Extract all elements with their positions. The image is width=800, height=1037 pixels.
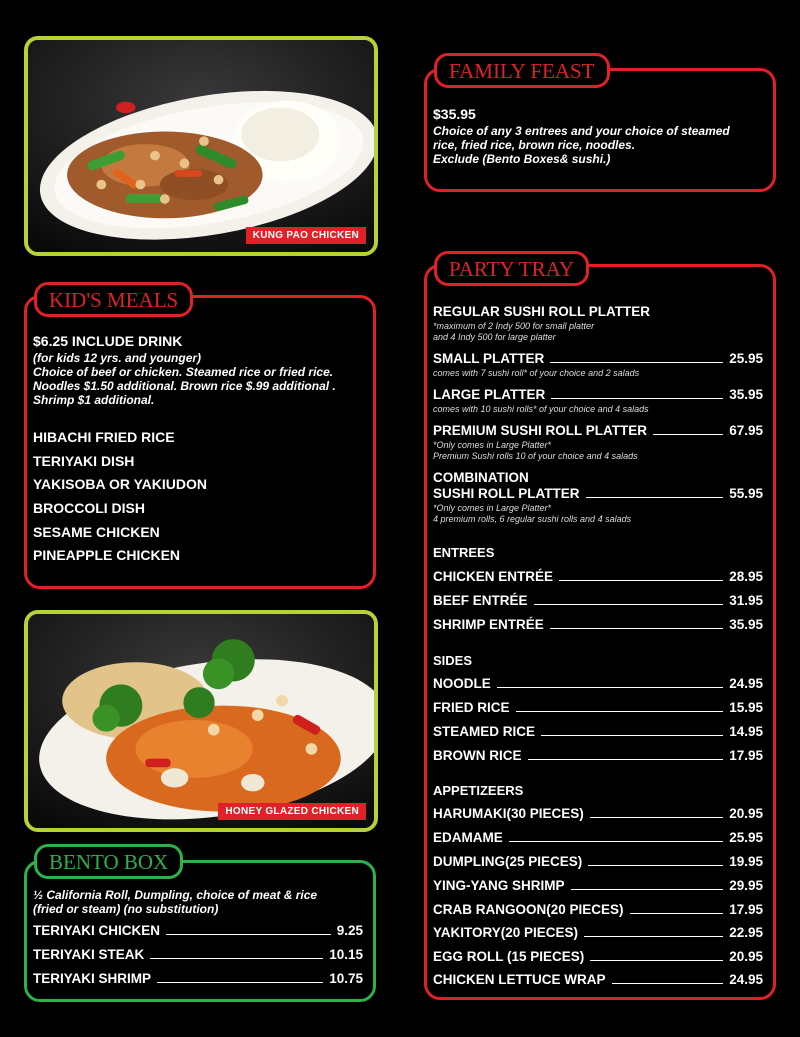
appetizer-price: 25.95 <box>729 830 763 845</box>
entree-price: 35.95 <box>729 617 763 632</box>
platter-note: Premium Sushi rolls 10 of your choice and 4 salads <box>433 451 638 461</box>
appetizers-heading: APPETIZEERS <box>433 783 524 798</box>
bento-item-row <box>33 923 363 938</box>
entree-row <box>433 617 763 632</box>
leader-line <box>551 398 723 399</box>
side-price: 15.95 <box>729 700 763 715</box>
entree-price: 28.95 <box>729 569 763 584</box>
leader-line <box>584 936 723 937</box>
kids-meal-item: HIBACHI FRIED RICE <box>33 429 175 445</box>
bento-item-price: 9.25 <box>336 923 363 938</box>
honey-glazed-photo <box>24 610 378 832</box>
bento-item-name: TERIYAKI STEAK <box>33 947 145 962</box>
appetizer-name: DUMPLING(25 PIECES) <box>433 854 583 869</box>
appetizer-price: 22.95 <box>729 925 763 940</box>
kids-meals-desc-4: Shrimp $1 additional. <box>33 393 155 407</box>
leader-line <box>150 958 323 959</box>
appetizer-price: 29.95 <box>729 878 763 893</box>
side-row <box>433 676 763 691</box>
side-name: BROWN RICE <box>433 748 522 763</box>
appetizer-name: YING-YANG SHRIMP <box>433 878 565 893</box>
leader-line <box>516 711 724 712</box>
leader-line <box>630 913 724 914</box>
side-row <box>433 724 763 739</box>
platter-price: 67.95 <box>729 423 763 438</box>
honey-glazed-caption: HONEY GLAZED CHICKEN <box>218 803 366 820</box>
entrees-heading: ENTREES <box>433 545 495 560</box>
leader-line <box>612 983 724 984</box>
leader-line <box>528 759 724 760</box>
kung-pao-chicken-image <box>28 40 374 252</box>
appetizer-row <box>433 878 763 893</box>
platter-name: PREMIUM SUSHI ROLL PLATTER <box>433 423 648 438</box>
platter-name: SMALL PLATTER <box>433 351 545 366</box>
leader-line <box>559 580 723 581</box>
leader-line <box>550 628 723 629</box>
entree-row <box>433 569 763 584</box>
appetizer-price: 17.95 <box>729 902 763 917</box>
party-tray-title: PARTY TRAY <box>434 251 589 286</box>
leader-line <box>157 982 323 983</box>
kids-meals-headline: $6.25 INCLUDE DRINK <box>33 333 183 349</box>
kids-meal-item: BROCCOLI DISH <box>33 500 145 516</box>
bento-item-price: 10.75 <box>329 971 363 986</box>
kids-meals-desc-1: (for kids 12 yrs. and younger) <box>33 351 202 365</box>
appetizer-row <box>433 925 763 940</box>
platter-note: *Only comes in Large Platter* <box>433 440 552 450</box>
entree-name: BEEF ENTRÉE <box>433 593 528 608</box>
side-name: STEAMED RICE <box>433 724 536 739</box>
leader-line <box>588 865 723 866</box>
platter-row <box>433 486 763 501</box>
side-row <box>433 748 763 763</box>
platter-price: 25.95 <box>729 351 763 366</box>
bento-box-title: BENTO BOX <box>34 844 183 879</box>
platter-row <box>433 351 763 366</box>
platter-note: 4 premium rolls, 6 regular sushi rolls and 4 salads <box>433 514 632 524</box>
appetizer-row <box>433 902 763 917</box>
appetizer-price: 20.95 <box>729 949 763 964</box>
regular-platter-note-2: and 4 Indy 500 for large platter <box>433 332 556 342</box>
leader-line <box>166 934 331 935</box>
bento-item-row <box>33 947 363 962</box>
appetizer-price: 19.95 <box>729 854 763 869</box>
kids-meal-item: YAKISOBA OR YAKIUDON <box>33 476 208 492</box>
kids-meals-desc-3: Noodles $1.50 additional. Brown rice $.99 additional . <box>33 379 336 393</box>
platter-row <box>433 387 763 402</box>
kung-pao-caption: KUNG PAO CHICKEN <box>246 227 366 244</box>
appetizer-name: EDAMAME <box>433 830 503 845</box>
bento-box-desc-1: ½ California Roll, Dumpling, choice of meat & rice <box>33 888 318 902</box>
bento-item-name: TERIYAKI CHICKEN <box>33 923 161 938</box>
leader-line <box>590 817 723 818</box>
entree-name: SHRIMP ENTRÉE <box>433 617 544 632</box>
leader-line <box>497 687 723 688</box>
appetizer-name: HARUMAKI(30 PIECES) <box>433 806 584 821</box>
side-price: 17.95 <box>729 748 763 763</box>
appetizer-row <box>433 854 763 869</box>
side-price: 14.95 <box>729 724 763 739</box>
appetizer-name: CRAB RANGOON(20 PIECES) <box>433 902 624 917</box>
bento-item-name: TERIYAKI SHRIMP <box>33 971 152 986</box>
platter-note: *Only comes in Large Platter* <box>433 503 552 513</box>
side-name: NOODLE <box>433 676 491 691</box>
entree-price: 31.95 <box>729 593 763 608</box>
bento-box-desc-2: (fried or steam) (no substitution) <box>33 902 219 916</box>
appetizer-price: 24.95 <box>729 972 763 987</box>
platter-price: 35.95 <box>729 387 763 402</box>
kids-meals-desc-2: Choice of beef or chicken. Steamed rice or fried rice. <box>33 365 334 379</box>
leader-line <box>571 889 724 890</box>
side-row <box>433 700 763 715</box>
family-feast-price: $35.95 <box>433 106 476 122</box>
appetizer-row <box>433 830 763 845</box>
platter-note: comes with 7 sushi roll* of your choice and 2 salads <box>433 368 640 378</box>
appetizer-name: YAKITORY(20 PIECES) <box>433 925 579 940</box>
honey-glazed-chicken-image <box>28 614 374 828</box>
platter-note: comes with 10 sushi rolls* of your choice and 4 salads <box>433 404 649 414</box>
entree-row <box>433 593 763 608</box>
kids-meal-item: PINEAPPLE CHICKEN <box>33 547 181 563</box>
entree-name: CHICKEN ENTRÉE <box>433 569 554 584</box>
leader-line <box>550 362 723 363</box>
kids-meal-item: SESAME CHICKEN <box>33 524 160 540</box>
leader-line <box>541 735 723 736</box>
appetizer-row <box>433 972 763 987</box>
appetizer-row <box>433 949 763 964</box>
appetizer-name: CHICKEN LETTUCE WRAP <box>433 972 606 987</box>
side-price: 24.95 <box>729 676 763 691</box>
leader-line <box>586 497 724 498</box>
leader-line <box>653 434 723 435</box>
bento-item-row <box>33 971 363 986</box>
kids-meal-item: TERIYAKI DISH <box>33 453 135 469</box>
platter-row <box>433 423 763 438</box>
platter-price: 55.95 <box>729 486 763 501</box>
combination-platter-name-1: COMBINATION <box>433 470 529 485</box>
family-feast-title: FAMILY FEAST <box>434 53 610 88</box>
regular-platter-name: REGULAR SUSHI ROLL PLATTER <box>433 304 651 319</box>
leader-line <box>534 604 724 605</box>
side-name: FRIED RICE <box>433 700 510 715</box>
kung-pao-photo <box>24 36 378 256</box>
appetizer-name: EGG ROLL (15 PIECES) <box>433 949 585 964</box>
family-feast-desc-1: Choice of any 3 entrees and your choice of steamed <box>433 124 730 138</box>
sides-heading: SIDES <box>433 653 473 668</box>
regular-platter-note-1: *maximum of 2 Indy 500 for small platter <box>433 321 595 331</box>
appetizer-price: 20.95 <box>729 806 763 821</box>
kids-meals-title: KID'S MEALS <box>34 282 193 317</box>
platter-name: LARGE PLATTER <box>433 387 546 402</box>
bento-item-price: 10.15 <box>329 947 363 962</box>
leader-line <box>590 960 723 961</box>
appetizer-row <box>433 806 763 821</box>
family-feast-desc-2: rice, fried rice, brown rice, noodles. <box>433 138 636 152</box>
platter-name: SUSHI ROLL PLATTER <box>433 486 580 501</box>
family-feast-desc-3: Exclude (Bento Boxes& sushi.) <box>433 152 611 166</box>
leader-line <box>509 841 723 842</box>
